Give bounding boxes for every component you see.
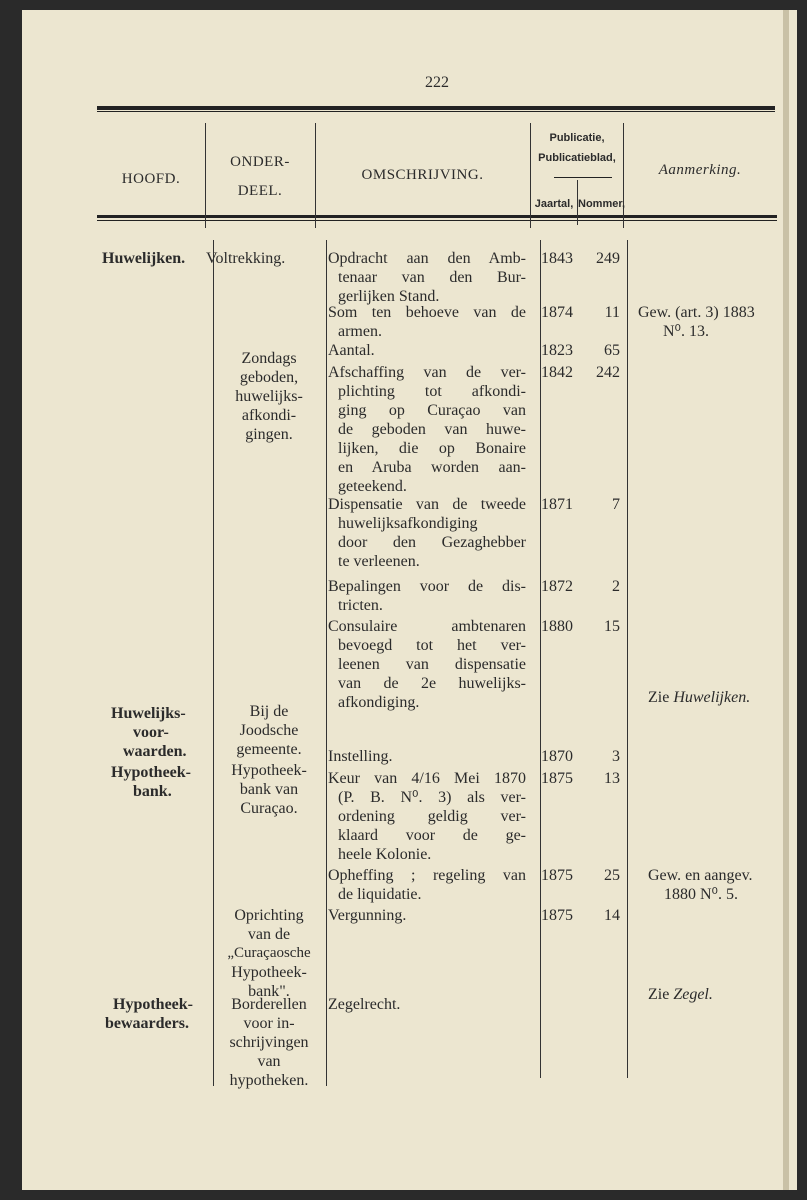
entry-11-jaartal: 1875 <box>541 907 573 924</box>
entry-6-line-1: Bepalingen voor de dis- <box>328 578 526 595</box>
aanmerking-gew-1a: Gew. (art. 3) 1883 <box>638 304 755 321</box>
entry-11-line-1: Vergunning. <box>328 907 407 924</box>
hoofd-hypotheekbank-1: Hypotheek- <box>111 764 191 781</box>
header-publicatieblad: Publicatieblad, <box>538 152 616 164</box>
onderdeel-zondags-2: geboden, <box>239 369 299 386</box>
entry-7-jaartal: 1880 <box>541 618 573 635</box>
onderdeel-joodsche-3: gemeente. <box>236 741 302 758</box>
onderdeel-oprichting-3: „Curaçaosche <box>227 945 311 961</box>
zie-prefix: Zie <box>648 986 674 1003</box>
header-aanmerking: Aanmerking. <box>658 162 742 178</box>
onderdeel-zondags-1: Zondags <box>241 350 297 367</box>
onderdeel-hypbank-3: Curaçao. <box>240 800 298 817</box>
entry-2-jaartal: 1874 <box>541 304 573 321</box>
header-hoofd: HOOFD. <box>121 171 181 187</box>
entry-5-line-4: te verleenen. <box>338 553 420 570</box>
entry-4-line-1: Afschaffing van de ver- <box>328 364 526 381</box>
entry-7-line-3: leenen van dispensatie <box>338 656 526 673</box>
entry-5-line-1: Dispensatie van de tweede <box>328 496 526 513</box>
entry-7-nommer: 15 <box>604 618 620 635</box>
body-divider-2 <box>326 240 327 1086</box>
page <box>22 10 797 1190</box>
onderdeel-zondags-5: gingen. <box>245 426 293 443</box>
onderdeel-borderellen-2: voor in- <box>243 1015 295 1032</box>
entry-6-nommer: 2 <box>612 578 620 595</box>
entry-7-line-5: afkondiging. <box>338 694 420 711</box>
onderdeel-oprichting-1: Oprichting <box>234 907 304 924</box>
entry-5-jaartal: 1871 <box>541 496 573 513</box>
entry-7-line-2: bevoegd tot het ver- <box>338 637 526 654</box>
entry-4-line-5: lijken, die op Bonaire <box>338 440 526 457</box>
hoofd-huwelijksvoorwaarden-2: voor- <box>133 724 169 741</box>
header-omschrijving: OMSCHRIJVING. <box>361 167 484 183</box>
entry-2-line-1: Som ten behoeve van de <box>328 304 526 321</box>
header-top-rule-thin <box>97 111 775 112</box>
entry-7-line-1: Consulaire ambtenaren <box>328 618 526 635</box>
entry-9-line-2: (P. B. N⁰. 3) als ver- <box>338 789 526 806</box>
header-bottom-rule <box>97 215 777 218</box>
entry-7-line-4: van de 2e huwelijks- <box>338 675 526 692</box>
hoofd-hypotheekbank-2: bank. <box>133 783 172 800</box>
entry-3-line-1: Aantal. <box>328 342 375 359</box>
entry-4-nommer: 242 <box>596 364 620 381</box>
entry-6-line-2: tricten. <box>338 597 383 614</box>
onderdeel-joodsche-2: Joodsche <box>239 722 299 739</box>
entry-1-line-1: Opdracht aan den Amb- <box>328 250 526 267</box>
hoofd-hypotheekbewaarders-2: bewaarders. <box>105 1015 189 1032</box>
entry-9-line-3: ordening geldig ver- <box>338 808 526 825</box>
entry-1-jaartal: 1843 <box>541 250 573 267</box>
onderdeel-joodsche-1: Bij de <box>249 703 289 720</box>
hoofd-hypotheekbewaarders-1: Hypotheek- <box>113 996 193 1013</box>
entry-8-jaartal: 1870 <box>541 748 573 765</box>
hoofd-huwelijksvoorwaarden-3: waarden. <box>123 743 187 760</box>
hoofd-huwelijken: Huwelijken. <box>102 250 186 267</box>
onderdeel-voltrekking: Voltrekking. <box>206 250 286 267</box>
entry-4-jaartal: 1842 <box>541 364 573 381</box>
zie-ref-zegel: Zegel. <box>673 986 713 1003</box>
entry-4-line-7: geteekend. <box>338 478 407 495</box>
header-nommer: Nommer, <box>578 198 626 210</box>
header-divider-2 <box>315 123 316 228</box>
zie-ref-huwelijken: Huwelijken. <box>673 689 751 706</box>
entry-8-nommer: 3 <box>612 748 620 765</box>
onderdeel-oprichting-2: van de <box>247 926 291 943</box>
entry-6-jaartal: 1872 <box>541 578 573 595</box>
entry-3-jaartal: 1823 <box>541 342 573 359</box>
page-number: 222 <box>425 74 449 91</box>
entry-9-line-1: Keur van 4/16 Mei 1870 <box>328 770 526 787</box>
page-fold <box>783 10 789 1190</box>
header-publicatie: Publicatie, <box>549 132 605 144</box>
entry-9-line-5: heele Kolonie. <box>338 846 432 863</box>
onderdeel-hypbank-2: bank van <box>239 781 299 798</box>
entry-10-line-1: Opheffing ; regeling van <box>328 867 526 884</box>
entry-4-line-3: ging op Curaçao van <box>338 402 526 419</box>
entry-4-line-4: de geboden van huwe- <box>338 421 526 438</box>
entry-4-line-2: plichting tot afkondi- <box>338 383 526 400</box>
aanmerking-gew-1b: N⁰. 13. <box>663 323 709 340</box>
header-sub-rule <box>554 177 612 178</box>
onderdeel-borderellen-3: schrijvingen <box>229 1034 309 1051</box>
hoofd-huwelijksvoorwaarden-1: Huwelijks- <box>111 705 186 722</box>
onderdeel-zondags-4: afkondi- <box>241 407 297 424</box>
onderdeel-oprichting-4: Hypotheek- <box>231 964 307 981</box>
zie-prefix: Zie <box>648 689 674 706</box>
entry-8-line-1: Instelling. <box>328 748 393 765</box>
onderdeel-oprichting-5: bank". <box>248 983 290 1000</box>
body-divider-1 <box>213 240 214 1086</box>
entry-5-line-3: door den Gezaghebber <box>338 534 526 551</box>
onderdeel-hypbank-1: Hypotheek- <box>231 762 307 779</box>
aanmerking-gew-2b: 1880 N⁰. 5. <box>664 886 738 903</box>
header-top-rule <box>97 106 775 110</box>
entry-4-line-6: en Aruba worden aan- <box>338 459 526 476</box>
entry-1-line-2: tenaar van den Bur- <box>338 269 526 286</box>
body-divider-4 <box>627 240 628 1078</box>
entry-5-line-2: huwelijksafkondiging <box>338 515 478 532</box>
onderdeel-zondags-3: huwelijks- <box>235 388 303 405</box>
entry-1-line-3: gerlijken Stand. <box>338 288 440 305</box>
entry-9-line-4: klaard voor de ge- <box>338 827 526 844</box>
aanmerking-zie-zegel <box>648 985 713 1004</box>
onderdeel-borderellen-1: Borderellen <box>231 996 307 1013</box>
entry-10-nommer: 25 <box>604 867 620 884</box>
onderdeel-borderellen-4: van <box>257 1053 281 1070</box>
header-bottom-rule-thin <box>97 220 777 221</box>
entry-10-jaartal: 1875 <box>541 867 573 884</box>
header-onderdeel-1: ONDER- <box>230 154 290 170</box>
entry-2-line-2: armen. <box>338 323 382 340</box>
entry-9-jaartal: 1875 <box>541 770 573 787</box>
entry-2-nommer: 11 <box>604 304 620 321</box>
header-onderdeel-2: DEEL. <box>237 183 283 199</box>
header-divider-1 <box>205 123 206 228</box>
entry-10-line-2: de liquidatie. <box>338 886 422 903</box>
entry-3-nommer: 65 <box>604 342 620 359</box>
header-jaartal: Jaartal, <box>534 198 574 210</box>
entry-12-line-1: Zegelrecht. <box>328 996 401 1013</box>
entry-9-nommer: 13 <box>604 770 620 787</box>
aanmerking-zie-huwelijken <box>648 688 750 707</box>
onderdeel-borderellen-5: hypotheken. <box>229 1072 309 1089</box>
entry-5-nommer: 7 <box>612 496 620 513</box>
aanmerking-gew-2a: Gew. en aangev. <box>648 867 753 884</box>
entry-1-nommer: 249 <box>596 250 620 267</box>
entry-11-nommer: 14 <box>604 907 620 924</box>
